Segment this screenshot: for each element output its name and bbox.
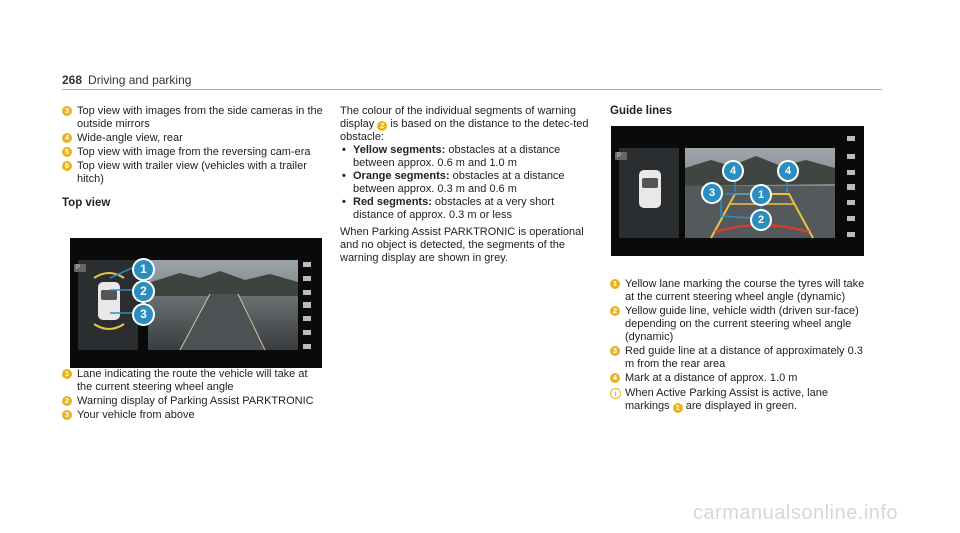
callout-1: 1	[132, 258, 155, 281]
bullet-label: Orange segments:	[353, 170, 450, 182]
info-icon: i	[610, 388, 621, 399]
item-text: Yellow guide line, vehicle width (driven sur-face) depending on the current steering wheel angle (dynamic)	[625, 305, 859, 343]
callout-3: 3	[701, 182, 723, 204]
item-text: Your vehicle from above	[77, 409, 195, 421]
item-text: Warning display of Parking Assist PARKTRONIC	[77, 395, 314, 407]
intro-text-b: is based on the distance to the detec-ted obstacle:	[340, 118, 589, 143]
callout-3: 3	[132, 303, 155, 326]
list-item	[62, 409, 324, 422]
list-item	[62, 368, 324, 394]
bullet-label: Red segments:	[353, 196, 432, 208]
item-text: Top view with image from the reversing cam-era	[77, 146, 311, 158]
guide-lines-screen-image	[611, 126, 864, 256]
list-item	[610, 372, 872, 385]
bullet-label: Yellow segments:	[353, 144, 446, 156]
item-text: Red guide line at a distance of approximately 0.3 m from the rear area	[625, 345, 863, 370]
note-item	[610, 387, 872, 413]
callout-1: 1	[750, 184, 772, 206]
callout-number: 1	[610, 279, 620, 289]
note-text-b: are displayed in green.	[682, 400, 798, 412]
closing-paragraph: When Parking Assist PARKTRONIC is operational and no object is detected, the segments of the warning display are shown in grey.	[340, 226, 584, 264]
guide-lines-screen-drawing	[611, 126, 864, 256]
intro-paragraph	[340, 105, 598, 144]
screen-badge: P	[76, 265, 81, 271]
callout-4-right: 4	[777, 160, 799, 182]
list-item	[62, 146, 324, 159]
bullet-text: obstacles at a distance between approx. 0.3 m and 0.6 m	[353, 170, 565, 195]
page-number: 268	[62, 73, 83, 87]
callout-number: 5	[62, 147, 72, 157]
section-title: Driving and parking	[88, 73, 192, 87]
callout-number: 2	[62, 396, 72, 406]
top-view-screen-drawing	[70, 238, 322, 368]
list-item	[62, 105, 324, 131]
callout-number-inline: 1	[673, 403, 683, 413]
item-text: Mark at a distance of approx. 1.0 m	[625, 372, 798, 384]
callout-number: 3	[62, 410, 72, 420]
callout-number-inline: 2	[377, 121, 387, 131]
callout-2: 2	[132, 280, 155, 303]
guide-lines-heading: Guide lines	[610, 105, 672, 117]
item-text: Lane indicating the route the vehicle will take at the current steering wheel angle	[77, 368, 308, 393]
screen-badge: P	[617, 153, 622, 159]
top-view-heading: Top view	[62, 197, 111, 209]
callout-number: 4	[610, 373, 620, 383]
bullet-orange	[340, 170, 598, 196]
callout-number: 2	[610, 306, 620, 316]
list-item	[62, 395, 324, 408]
callout-2: 2	[750, 209, 772, 231]
callout-number: 3	[610, 346, 620, 356]
item-text: Wide-angle view, rear	[77, 132, 183, 144]
list-item	[62, 132, 324, 145]
callout-number: 6	[62, 161, 72, 171]
top-view-screen-image	[70, 238, 322, 368]
list-item	[610, 345, 872, 371]
bullet-red	[340, 196, 598, 222]
callout-4-left: 4	[722, 160, 744, 182]
list-item	[610, 278, 872, 304]
list-item	[62, 160, 324, 186]
item-text: Top view with trailer view (vehicles with a trailer hitch)	[77, 160, 307, 185]
list-item	[610, 305, 872, 344]
callout-number: 1	[62, 369, 72, 379]
bullet-text: obstacles at a distance between approx. 0.6 m and 1.0 m	[353, 144, 561, 169]
column-middle	[340, 105, 598, 265]
callout-number: 4	[62, 133, 72, 143]
header-rule	[62, 89, 882, 90]
page-header	[62, 73, 191, 87]
intro-text-a: The colour of the individual segments of warning display	[340, 105, 577, 130]
item-text: Yellow lane marking the course the tyres will take at the current steering wheel angle (dynamic)	[625, 278, 865, 303]
item-text: Top view with images from the side cameras in the outside mirrors	[77, 105, 323, 130]
bullet-yellow	[340, 144, 598, 170]
bullet-text: obstacles at a very short distance of approx. 0.3 m or less	[353, 196, 555, 221]
watermark: carmanualsonline.info	[692, 502, 898, 524]
callout-number: 3	[62, 106, 72, 116]
note-text-a: When Active Parking Assist is active, lane markings	[625, 387, 828, 412]
